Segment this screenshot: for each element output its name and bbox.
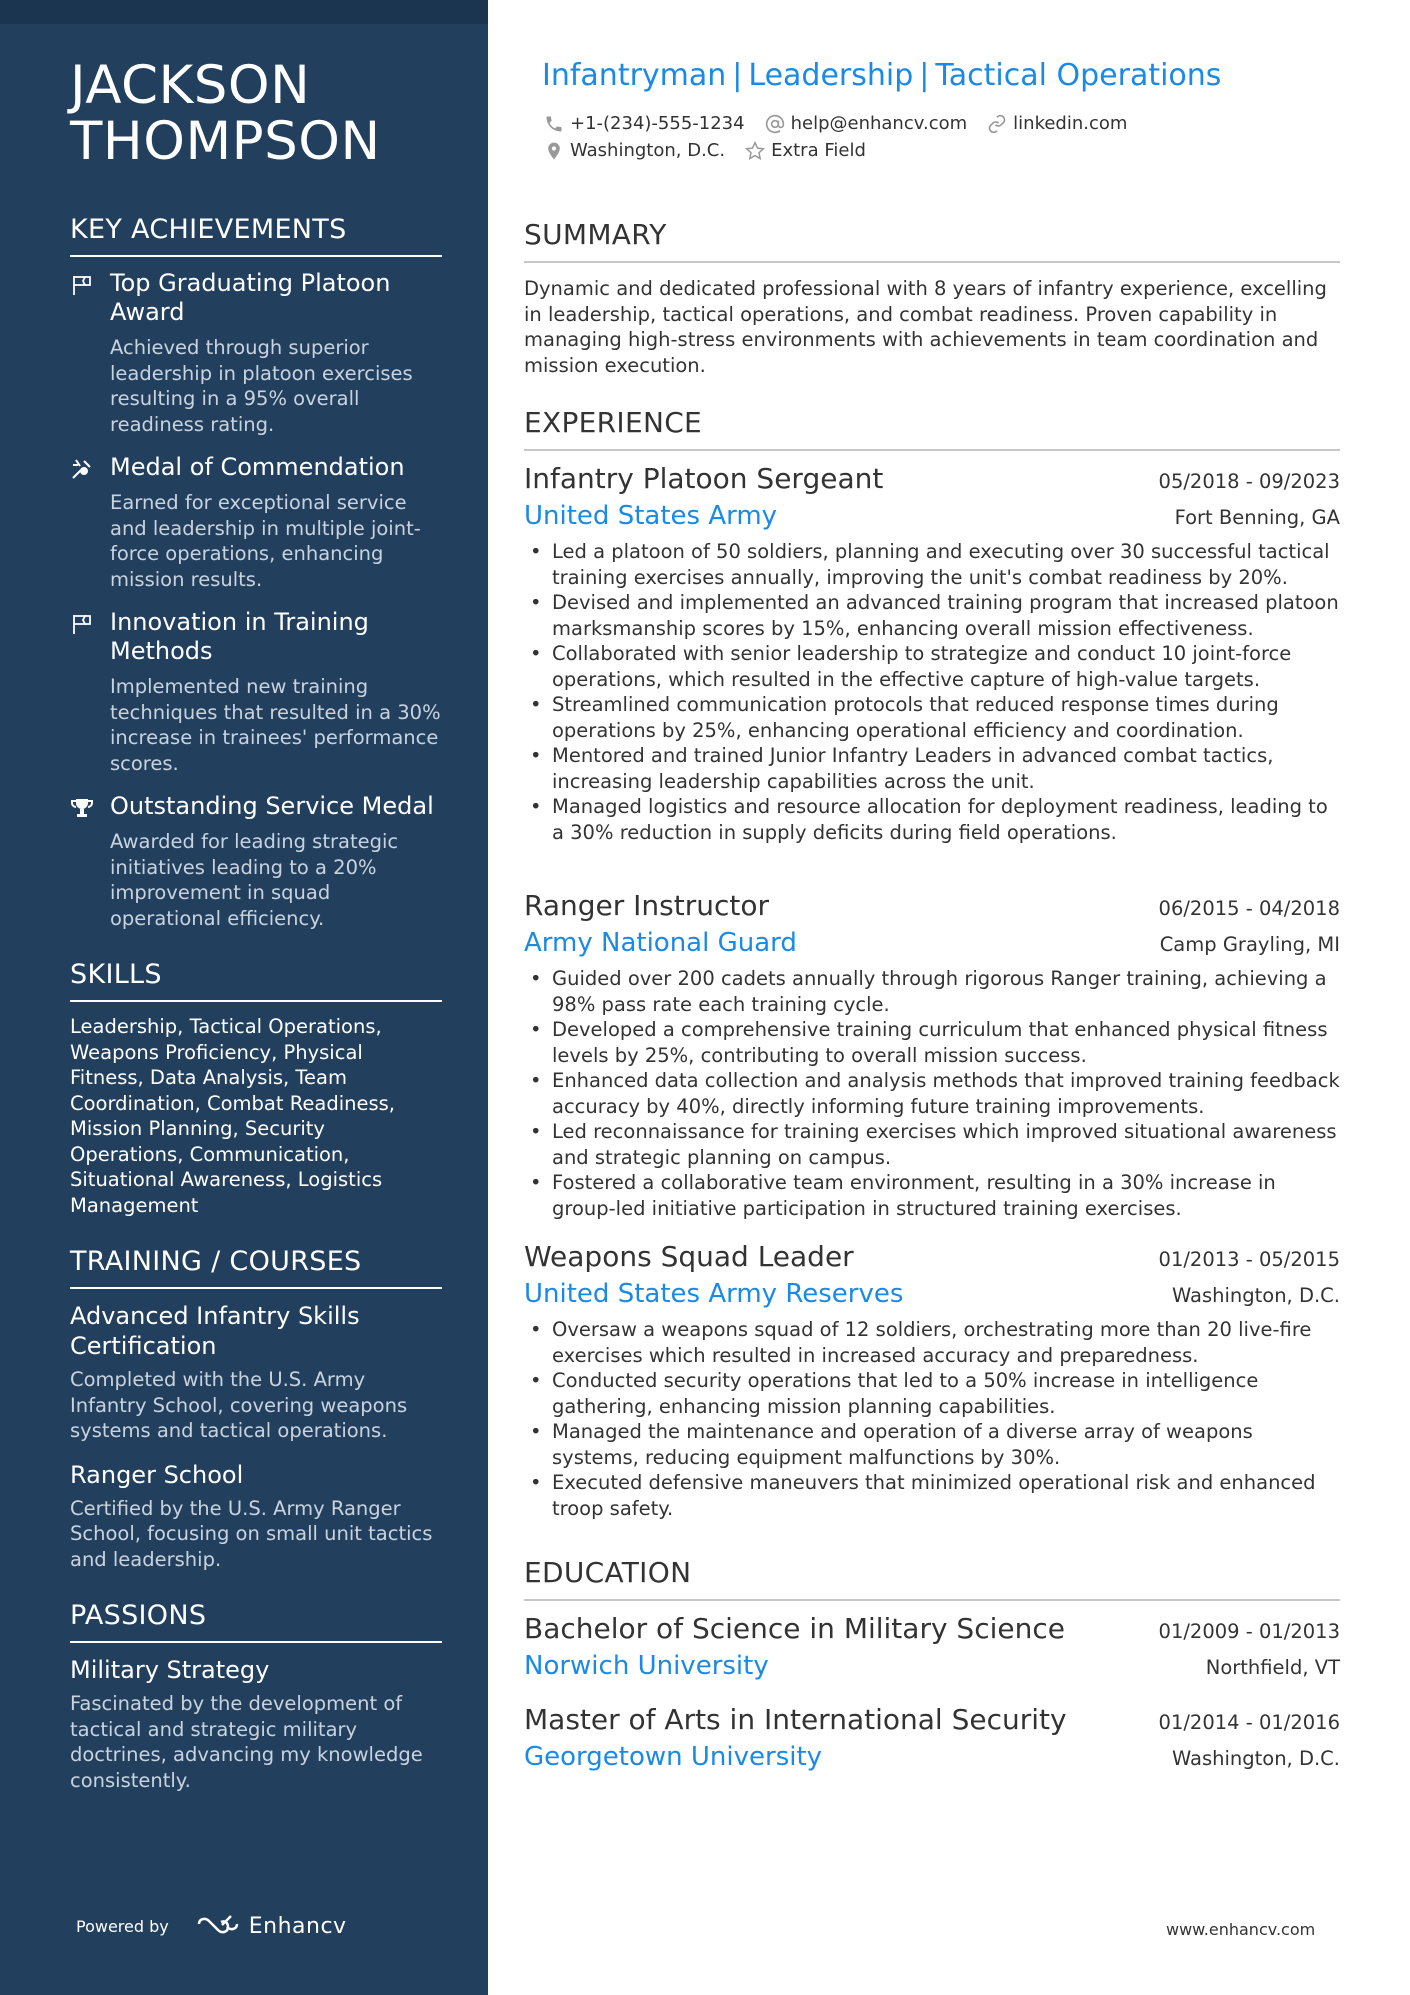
bullet-item: • Mentored and trained Junior Infantry Leaders in advanced combat tactics, increasing leadership capabilities across the unit. (524, 743, 1340, 794)
job-entry (524, 462, 1340, 845)
job-company: United States Army (524, 501, 778, 531)
link-icon (987, 114, 1007, 134)
achievement-item (70, 453, 442, 592)
passion-desc: Fascinated by the development of tactical and strategic military doctrines, advancing my knowledge consistently. (70, 1692, 423, 1792)
headline (542, 58, 1221, 93)
school-name: Norwich University (524, 1651, 769, 1681)
summary-text: Dynamic and dedicated professional with 8 years of infantry experience, excelling in leadership, tactical operations, and combat readiness. Proven capability in managing high-stress environments with achievements in team coordination and mission execution. (524, 277, 1327, 377)
experience-title: EXPERIENCE (524, 406, 1340, 451)
headline-separator: | (919, 58, 930, 93)
job-entry (524, 889, 1340, 1221)
enhancv-logo-icon (195, 1912, 241, 1940)
medal-icon (70, 453, 110, 592)
achievement-title: Top Graduating Platoon Award (110, 269, 391, 326)
education-entry (524, 1612, 1340, 1681)
passions-title: PASSIONS (70, 1600, 442, 1643)
job-bullets (524, 966, 1340, 1221)
bullet-item: • Developed a comprehensive training curriculum that enhanced physical fitness levels by 25%, contributing to overall mission success. (524, 1017, 1340, 1068)
job-company: Army National Guard (524, 928, 797, 958)
achievement-title: Outstanding Service Medal (110, 792, 434, 820)
job-bullets (524, 539, 1340, 845)
course-item (70, 1301, 442, 1444)
skills-section (70, 959, 442, 1218)
passion-item (70, 1655, 442, 1793)
job-location: Washington, D.C. (1171, 1284, 1340, 1307)
bullet-item: • Collaborated with senior leadership to strategize and conduct 10 joint-force operations, which resulted in the effective capture of high-value targets. (524, 641, 1340, 692)
education-title: EDUCATION (524, 1556, 1340, 1601)
training-title: TRAINING / COURSES (70, 1246, 442, 1289)
candidate-name (70, 55, 442, 172)
job-location: Camp Grayling, MI (1159, 933, 1340, 956)
course-title: Ranger School (70, 1460, 244, 1489)
bullet-item: • Managed logistics and resource allocation for deployment readiness, leading to a 30% reduction in supply deficits during field operations. (524, 794, 1340, 845)
job-entry (524, 1240, 1340, 1521)
job-dates: 06/2015 - 04/2018 (1158, 897, 1340, 920)
contact-phone[interactable] (544, 113, 745, 134)
skills-title: SKILLS (70, 959, 442, 1002)
job-location: Fort Benning, GA (1174, 506, 1340, 529)
school-name: Georgetown University (524, 1742, 823, 1772)
powered-by-label: Powered by (76, 1916, 169, 1936)
bullet-item: • Conducted security operations that led to a 50% increase in intelligence gathering, enhancing mission planning capabilities. (524, 1368, 1340, 1419)
bullet-item: • Led reconnaissance for training exercises which improved situational awareness and strategic planning on campus. (524, 1119, 1340, 1170)
bullet-item: • Devised and implemented an advanced training program that increased platoon marksmanship scores by 15%, enhancing overall mission effectiveness. (524, 590, 1340, 641)
sidebar-top-strip (0, 0, 488, 24)
bullet-item: • Executed defensive maneuvers that minimized operational risk and enhanced troop safety. (524, 1470, 1340, 1521)
bullet-item: • Guided over 200 cadets annually through rigorous Ranger training, achieving a 98% pass rate each training cycle. (524, 966, 1340, 1017)
contact-extra (745, 140, 866, 161)
footer-url[interactable]: www.enhancv.com (1166, 1920, 1316, 1939)
bullet-item: • Enhanced data collection and analysis methods that improved training feedback accuracy by 40%, directly informing future training improvements. (524, 1068, 1340, 1119)
sidebar (0, 0, 488, 1995)
headline-part: Infantryman (542, 58, 727, 93)
course-desc: Certified by the U.S. Army Ranger School, focusing on small unit tactics and leadership. (70, 1496, 433, 1571)
location-text: Washington, D.C. (570, 140, 726, 161)
extra-text: Extra Field (771, 140, 866, 161)
degree-title: Bachelor of Science in Military Science (524, 1612, 1065, 1645)
course-title: Advanced Infantry Skills Certification (70, 1302, 360, 1360)
bullet-item: • Fostered a collaborative team environment, resulting in a 30% increase in group-led initiative participation in structured training exercises. (524, 1170, 1340, 1221)
summary-title: SUMMARY (524, 218, 1340, 263)
education-dates: 01/2014 - 01/2016 (1158, 1711, 1340, 1734)
degree-title: Master of Arts in International Security (524, 1703, 1067, 1736)
bullet-item: • Led a platoon of 50 soldiers, planning and executing over 30 successful tactical training exercises annually, improving the unit's combat readiness by 20%. (524, 539, 1340, 590)
school-location: Washington, D.C. (1171, 1747, 1340, 1770)
achievement-item (70, 608, 442, 776)
contact-linkedin[interactable] (987, 113, 1127, 134)
achievement-item (70, 792, 442, 931)
linkedin-text: linkedin.com (1013, 113, 1128, 134)
name-last: THOMPSON (70, 111, 381, 172)
location-pin-icon (544, 141, 564, 161)
phone-icon (544, 114, 564, 134)
bullet-item: • Oversaw a weapons squad of 12 soldiers, orchestrating more than 20 live-fire exercises which resulted in increased accuracy and preparedness. (524, 1317, 1340, 1368)
headline-part: Tactical Operations (935, 58, 1222, 93)
contact-row (544, 113, 1147, 134)
bullet-item: • Managed the maintenance and operation of a diverse array of weapons systems, reducing equipment malfunctions by 30%. (524, 1419, 1340, 1470)
job-title: Ranger Instructor (524, 889, 769, 922)
name-first: JACKSON (70, 55, 311, 116)
job-bullets (524, 1317, 1340, 1521)
course-item (70, 1460, 442, 1573)
training-section (70, 1246, 442, 1572)
achievements-section (70, 214, 442, 931)
bullet-item: • Streamlined communication protocols that reduced response times during operations by 25%, enhancing operational efficiency and coordination. (524, 692, 1340, 743)
powered-by (76, 1912, 347, 1940)
achievement-desc: Awarded for leading strategic initiatives leading to a 20% improvement in squad operational efficiency. (110, 830, 399, 930)
contact-email[interactable] (765, 113, 968, 134)
headline-separator: | (732, 58, 743, 93)
achievement-title: Medal of Commendation (110, 453, 405, 481)
education-dates: 01/2009 - 01/2013 (1158, 1620, 1340, 1643)
achievement-title: Innovation in Training Methods (110, 608, 369, 665)
trophy-icon (70, 792, 110, 931)
contact-row (544, 140, 886, 161)
passion-title: Military Strategy (70, 1656, 270, 1684)
job-title: Weapons Squad Leader (524, 1240, 854, 1273)
headline-part: Leadership (748, 58, 914, 93)
education-entry (524, 1703, 1340, 1772)
star-icon (745, 141, 765, 161)
course-desc: Completed with the U.S. Army Infantry School, covering weapons systems and tactical operations. (70, 1368, 408, 1442)
job-dates: 05/2018 - 09/2023 (1158, 470, 1340, 493)
achievement-desc: Implemented new training techniques that resulted in a 30% increase in trainees' performance scores. (110, 675, 441, 775)
achievement-item (70, 269, 442, 437)
school-location: Northfield, VT (1205, 1656, 1340, 1679)
achievement-desc: Earned for exceptional service and leadership in multiple joint-force operations, enhancing mission results. (110, 491, 421, 591)
brand-name: Enhancv (248, 1913, 347, 1939)
contact-location (544, 140, 725, 161)
email-text: help@enhancv.com (790, 113, 968, 134)
achievement-desc: Achieved through superior leadership in platoon exercises resulting in a 95% overall readiness rating. (110, 336, 413, 436)
flag-icon (70, 608, 110, 776)
phone-text: +1-(234)-555-1234 (570, 113, 745, 134)
job-company: United States Army Reserves (524, 1279, 904, 1309)
passions-section (70, 1600, 442, 1793)
job-title: Infantry Platoon Sergeant (524, 462, 884, 495)
achievements-title: KEY ACHIEVEMENTS (70, 214, 442, 257)
skills-list: Leadership, Tactical Operations, Weapons Proficiency, Physical Fitness, Data Analysis, Team Coordination, Combat Readiness, Mission Planning, Security Operations, Communication, Situational Awareness, Logistics Management (70, 1015, 396, 1217)
job-dates: 01/2013 - 05/2015 (1158, 1248, 1340, 1271)
flag-icon (70, 269, 110, 437)
at-icon (765, 114, 785, 134)
